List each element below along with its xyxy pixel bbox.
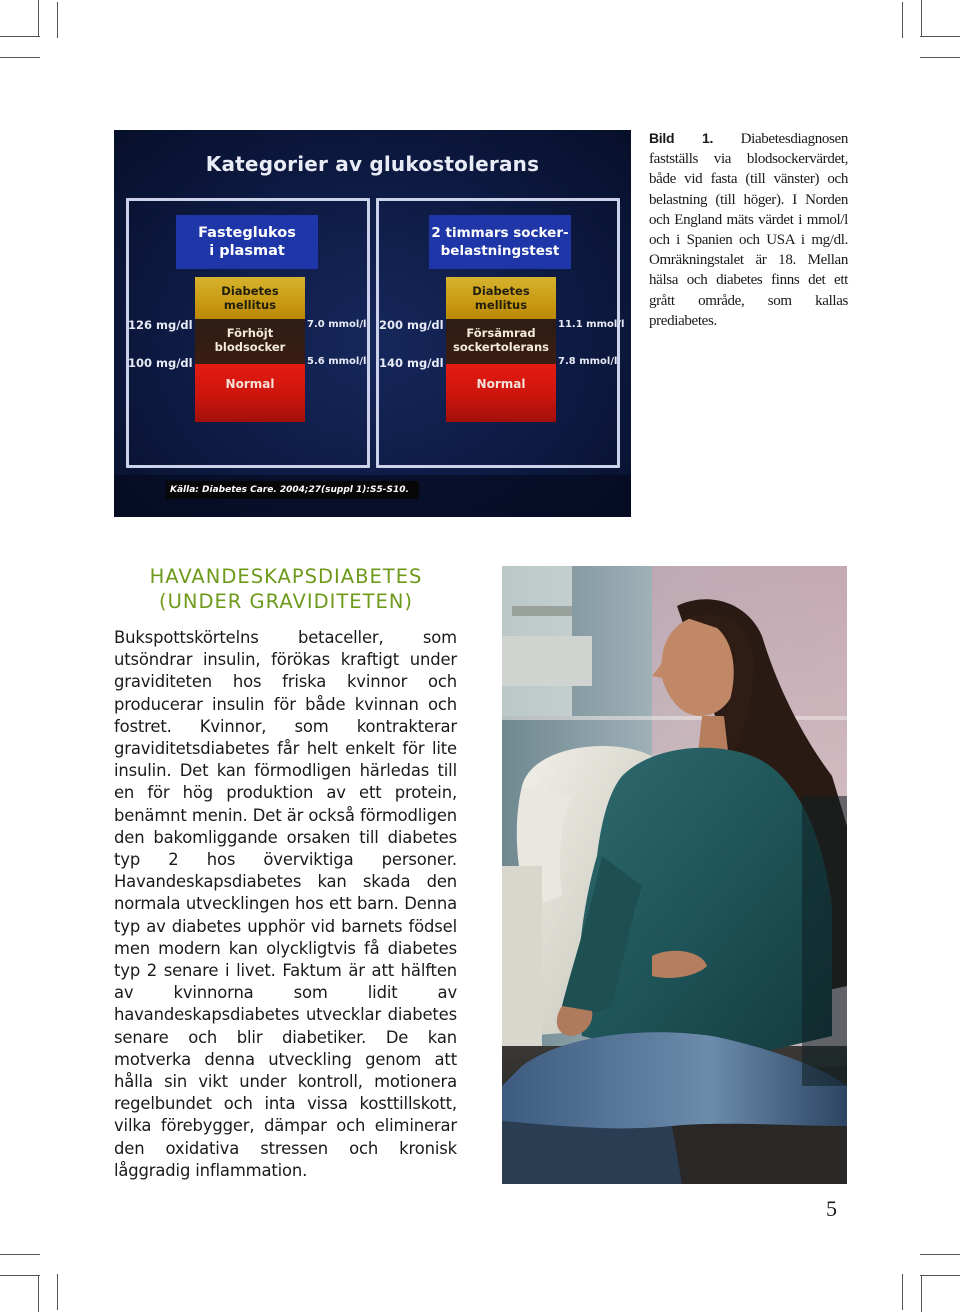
header-line: Fasteglukos bbox=[198, 225, 296, 241]
segment-label: Diabetes bbox=[221, 284, 279, 298]
header-line: i plasmat bbox=[209, 243, 285, 259]
caption-label: Bild 1. bbox=[649, 130, 714, 146]
segment-label: sockertolerans bbox=[453, 340, 549, 354]
crop-mark bbox=[38, 1275, 39, 1312]
threshold-mmol-upper: 7.0 mmol/l bbox=[307, 319, 367, 330]
diabetes-segment bbox=[446, 277, 556, 319]
photo-illustration bbox=[502, 566, 847, 1184]
glucose-tolerance-slide bbox=[114, 130, 631, 517]
crop-mark bbox=[920, 1254, 960, 1255]
page-number: 5 bbox=[826, 1196, 837, 1221]
segment-label: mellitus bbox=[223, 298, 277, 312]
crop-mark bbox=[920, 57, 960, 58]
glucose-tolerance-test-panel bbox=[376, 198, 625, 468]
threshold-mg-lower: 100 mg/dl bbox=[128, 356, 193, 370]
normal-segment bbox=[195, 364, 305, 422]
segment-label: Diabetes bbox=[472, 284, 530, 298]
segment-label: Normal bbox=[225, 377, 275, 391]
threshold-mmol-lower: 7.8 mmol/l bbox=[558, 356, 618, 367]
crop-mark bbox=[920, 36, 960, 37]
crop-mark bbox=[920, 1275, 960, 1276]
normal-segment bbox=[446, 364, 556, 422]
header-line: belastningstest bbox=[440, 243, 560, 259]
segment-label: blodsocker bbox=[214, 340, 286, 354]
crop-mark bbox=[38, 0, 39, 37]
segment-label: Försämrad bbox=[466, 326, 536, 340]
slide-title: Kategorier av glukostolerans bbox=[205, 152, 540, 176]
crop-mark bbox=[921, 0, 922, 37]
crop-mark bbox=[0, 36, 40, 37]
heading-line: HAVANDESKAPSDIABETES bbox=[149, 565, 423, 588]
crop-mark bbox=[57, 2, 58, 38]
slide-source: Källa: Diabetes Care. 2004;27(suppl 1):S5-S10. bbox=[166, 481, 419, 499]
fasting-glucose-bar bbox=[195, 277, 305, 422]
threshold-mmol-lower: 5.6 mmol/l bbox=[307, 356, 367, 367]
diabetes-segment bbox=[195, 277, 305, 319]
crop-mark bbox=[57, 1274, 58, 1310]
fasting-glucose-panel bbox=[126, 198, 370, 468]
heading-line: (UNDER GRAVIDITETEN) bbox=[158, 590, 414, 613]
prediabetes-segment bbox=[195, 319, 305, 364]
tolerance-test-header bbox=[429, 215, 571, 269]
threshold-mmol-upper: 11.1 mmol/l bbox=[558, 319, 625, 330]
threshold-mg-upper: 126 mg/dl bbox=[128, 318, 193, 332]
caption-text: Diabetesdiagnosen fastställs via blodsockervärdet, både vid fasta (till vänster) och belastning (till höger). I Norden och England mäts värdet i mmol/l och i Spanien och USA i mg/dl. Omräkningstalet är 18. Mellan hälsa och diabetes finns det ett grått område, som kallas prediabetes. bbox=[649, 131, 848, 329]
threshold-mg-upper: 200 mg/dl bbox=[379, 318, 444, 332]
section-heading bbox=[114, 564, 458, 614]
crop-mark bbox=[0, 1254, 40, 1255]
impaired-tolerance-segment bbox=[446, 319, 556, 364]
crop-mark bbox=[921, 1275, 922, 1312]
crop-mark bbox=[0, 57, 40, 58]
fasting-glucose-header bbox=[176, 215, 318, 269]
segment-label: Normal bbox=[476, 377, 526, 391]
tolerance-test-bar bbox=[446, 277, 556, 422]
pregnant-woman-photo bbox=[502, 566, 847, 1184]
segment-label: Förhöjt bbox=[226, 326, 274, 340]
threshold-mg-lower: 140 mg/dl bbox=[379, 356, 444, 370]
segment-label: mellitus bbox=[474, 298, 528, 312]
crop-mark bbox=[902, 2, 903, 38]
body-paragraph: Bukspottskörtelns betaceller, som utsöndrar insulin, förökas kraftigt under graviditeten hos friska kvinnor och producerar insulin för både kvinnan och fostret. Kvinnor, som kontrakterar graviditetsdiabetes får helt enkelt för lite insulin. Det kan förmodligen härledas till en för hög produktion av ett protein, benämnt menin. Det är också förmodligen den bakomliggande orsaken till diabetes typ 2 hos överviktiga personer. Havandeskapsdiabetes kan skada den normala utvecklingen hos ett barn. Denna typ av diabetes upphör vid barnets födsel men modern kan olyckligtvis få diabetes typ 2 senare i livet. Faktum är att hälften av kvinnorna som lidit av havandeskapsdiabetes utvecklar diabetes senare och blir diabetiker. De kan motverka denna utveckling genom att hålla sin vikt under kontroll, motionera regelbundet och inta vissa kosttillskott, vilka förebygger, dämpar och eliminerar den oxidativa stressen och kronisk låggradig inflammation. bbox=[114, 628, 457, 1180]
header-line: 2 timmars socker- bbox=[431, 225, 569, 241]
figure-caption bbox=[649, 128, 848, 331]
crop-mark bbox=[0, 1275, 40, 1276]
crop-mark bbox=[902, 1274, 903, 1310]
